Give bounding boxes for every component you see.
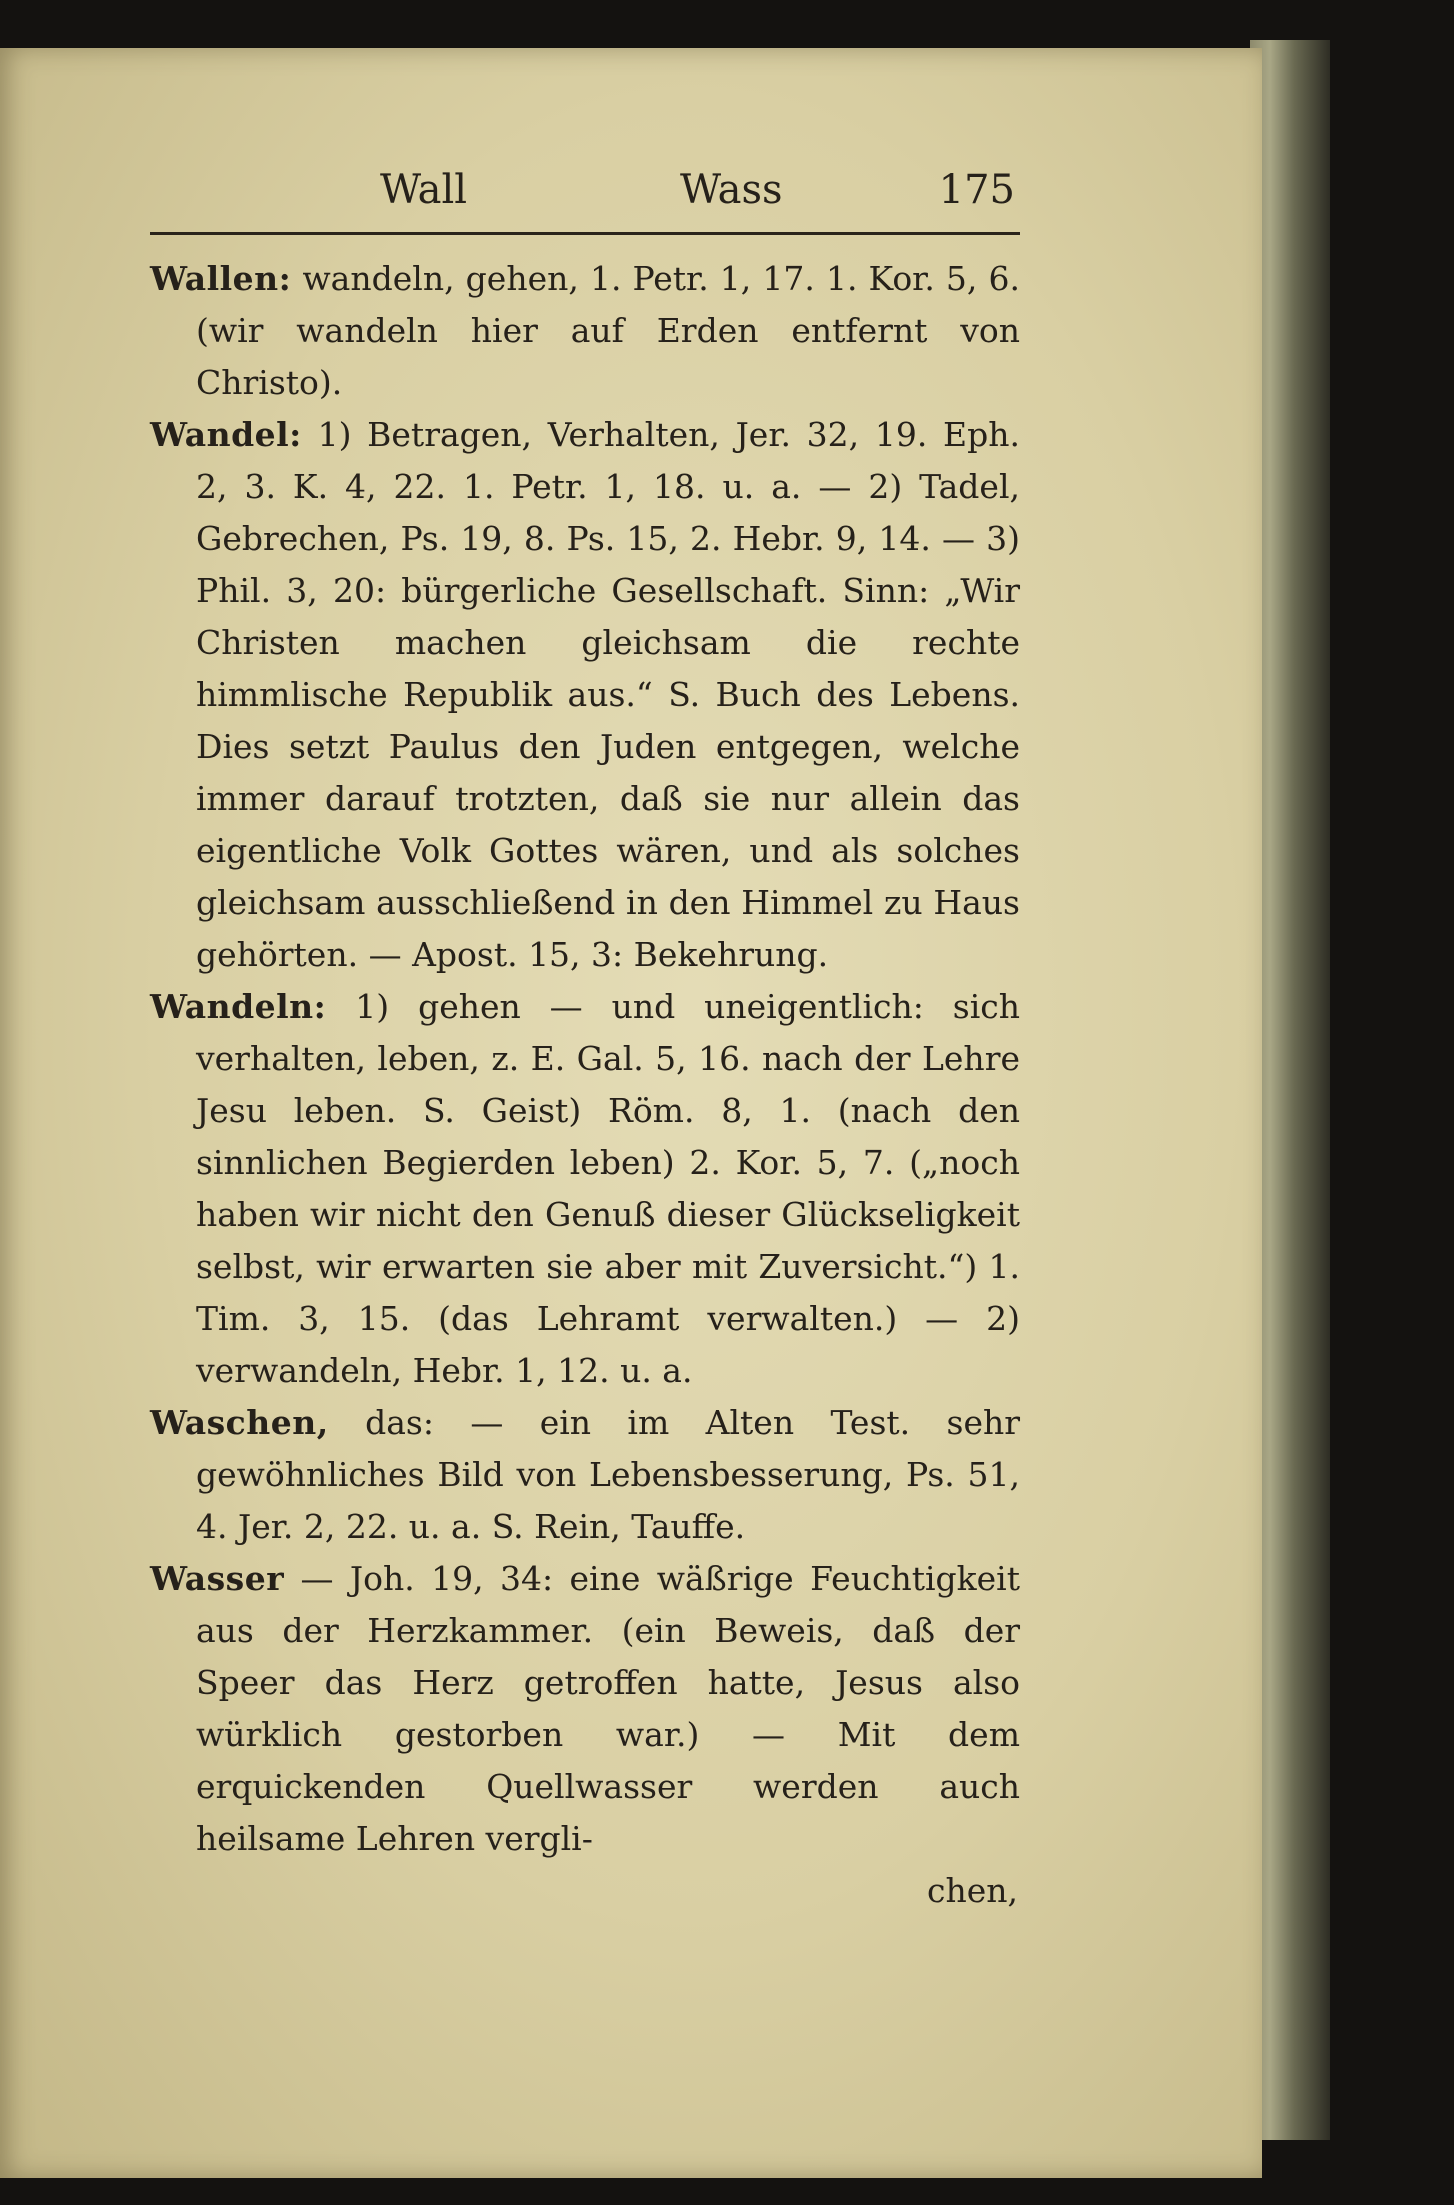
- entry-term: Wallen:: [150, 259, 292, 298]
- header-center-word: Wass: [680, 167, 783, 213]
- entry-wasser: [150, 1553, 1020, 1865]
- entry-text: das: — ein im Alten Test. sehr gewöhnliches Bild von Lebensbesserung, Ps. 51, 4. Jer. 2, 22. u. a. S. Rein, Tauffe.: [196, 1403, 1020, 1546]
- header-left-word: Wall: [380, 167, 468, 213]
- page-content: [150, 158, 1020, 1917]
- entry-term: Wasser: [150, 1559, 285, 1598]
- entry-term: Wandel:: [150, 415, 302, 454]
- entry-text: 1) gehen — und uneigentlich: sich verhalten, leben, z. E. Gal. 5, 16. nach der Lehre Jesu leben. S. Geist) Röm. 8, 1. (nach den sinnlichen Begierden leben) 2. Kor. 5, 7. („noch haben wir nicht den Genuß dieser Glückseligkeit selbst, wir erwarten sie aber mit Zuversicht.“) 1. Tim. 3, 15. (das Lehramt verwalten.) — 2) verwandeln, Hebr. 1, 12. u. a.: [196, 987, 1020, 1390]
- running-header: [150, 158, 1020, 222]
- book-edge: [1250, 40, 1330, 2140]
- header-rule: [150, 232, 1020, 235]
- entry-wallen: [150, 253, 1020, 409]
- entry-wandel: [150, 409, 1020, 981]
- entry-wandeln: [150, 981, 1020, 1397]
- entry-text: — Joh. 19, 34: eine wäßrige Feuchtigkeit aus der Herzkammer. (ein Beweis, daß der Speer das Herz getroffen hatte, Jesus also würklich gestorben war.) — Mit dem erquickenden Quellwasser werden auch heilsame Lehren vergli-: [196, 1559, 1020, 1858]
- entry-text: wandeln, gehen, 1. Petr. 1, 17. 1. Kor. 5, 6. (wir wandeln hier auf Erden entfernt von Christo).: [196, 259, 1020, 402]
- entry-text: 1) Betragen, Verhalten, Jer. 32, 19. Eph. 2, 3. K. 4, 22. 1. Petr. 1, 18. u. a. — 2) Tadel, Gebrechen, Ps. 19, 8. Ps. 15, 2. Hebr. 9, 14. — 3) Phil. 3, 20: bürgerliche Gesellschaft. Sinn: „Wir Christen machen gleichsam die rechte himmlische Republik aus.“ S. Buch des Lebens. Dies setzt Paulus den Juden entgegen, welche immer darauf trotzten, daß sie nur allein das eigentliche Volk Gottes wären, und als solches gleichsam ausschließend in den Himmel zu Haus gehörten. — Apost. 15, 3: Bekehrung.: [196, 415, 1020, 974]
- entry-term: Waschen,: [150, 1403, 329, 1442]
- page-number: 175: [938, 167, 1015, 213]
- entry-waschen: [150, 1397, 1020, 1553]
- book-page: [0, 48, 1262, 2178]
- entry-term: Wandeln:: [150, 987, 327, 1026]
- catchword: chen,: [926, 1871, 1018, 1910]
